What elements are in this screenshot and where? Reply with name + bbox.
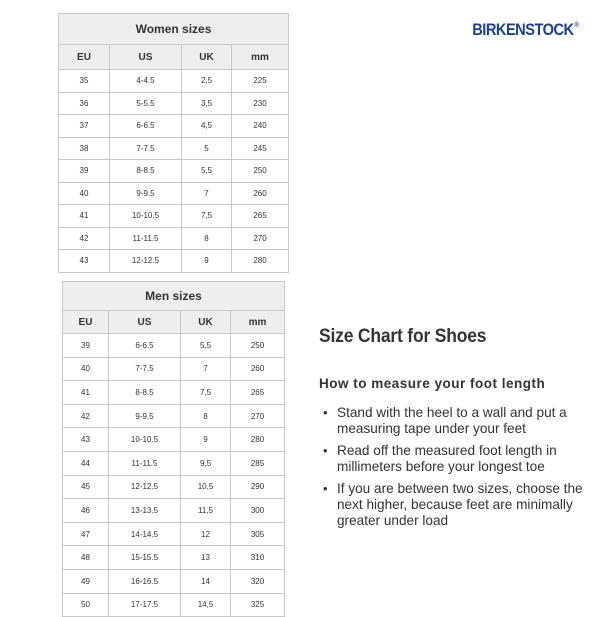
women-table-cell: 280 <box>232 250 289 273</box>
women-table-cell: 5 <box>182 137 232 160</box>
women-table-cell: 3,5 <box>182 92 232 115</box>
women-table-cell: 260 <box>232 182 289 205</box>
men-table-cell: 11,5 <box>181 499 231 523</box>
women-table-cell: 37 <box>59 115 110 138</box>
men-table-cell: 13-13.5 <box>109 499 181 523</box>
instruction-item <box>319 481 594 529</box>
women-table-row <box>59 137 289 160</box>
men-table-cell: 300 <box>231 499 285 523</box>
women-table-cell: 6-6.5 <box>110 115 182 138</box>
women-table-cell: 10-10.5 <box>110 205 182 228</box>
men-column-header: mm <box>231 311 285 334</box>
men-table-cell: 250 <box>231 334 285 358</box>
men-table-cell: 14 <box>181 569 231 593</box>
men-table-cell: 16-16.5 <box>109 569 181 593</box>
men-table-cell: 40 <box>63 357 109 381</box>
women-table-cell: 11-11.5 <box>110 227 182 250</box>
men-table-row <box>63 357 285 381</box>
men-table-cell: 47 <box>63 522 109 546</box>
women-table-cell: 2,5 <box>182 70 232 93</box>
women-table-cell: 225 <box>232 70 289 93</box>
men-table-cell: 10-10.5 <box>109 428 181 452</box>
men-table-cell: 11-11.5 <box>109 451 181 475</box>
instruction-item <box>319 405 594 437</box>
women-table-row <box>59 160 289 183</box>
bullet-icon: • <box>323 443 328 458</box>
men-table-cell: 6-6.5 <box>109 334 181 358</box>
men-table-cell: 265 <box>231 381 285 405</box>
bullet-icon: • <box>323 405 328 420</box>
men-table-cell: 12 <box>181 522 231 546</box>
men-table-cell: 46 <box>63 499 109 523</box>
men-table-row <box>63 451 285 475</box>
women-table-cell: 41 <box>59 205 110 228</box>
men-table-row <box>63 569 285 593</box>
women-table-row <box>59 205 289 228</box>
men-table-row <box>63 475 285 499</box>
men-table-row <box>63 593 285 617</box>
women-table-cell: 40 <box>59 182 110 205</box>
men-table-cell: 280 <box>231 428 285 452</box>
men-table-cell: 14-14.5 <box>109 522 181 546</box>
brand-registered-mark: ® <box>574 21 578 29</box>
women-table-body <box>59 14 289 273</box>
men-table-body <box>63 282 285 617</box>
women-table-cell: 4,5 <box>182 115 232 138</box>
men-table-cell: 7 <box>181 357 231 381</box>
instruction-list <box>319 405 594 529</box>
women-header-row <box>59 45 289 70</box>
women-table-cell: 39 <box>59 160 110 183</box>
women-table-cell: 7-7.5 <box>110 137 182 160</box>
women-table-cell: 42 <box>59 227 110 250</box>
women-column-header: mm <box>232 45 289 70</box>
instruction-text: Stand with the heel to a wall and put a measuring tape under your feet <box>337 405 567 436</box>
women-table-cell: 265 <box>232 205 289 228</box>
brand-name: BIRKENSTOCK <box>471 20 574 39</box>
women-table-cell: 250 <box>232 160 289 183</box>
women-table-row <box>59 250 289 273</box>
women-table-cell: 5-5.5 <box>110 92 182 115</box>
women-table-title: Women sizes <box>59 14 289 45</box>
women-table-cell: 36 <box>59 92 110 115</box>
men-table-cell: 49 <box>63 569 109 593</box>
men-table-row <box>63 334 285 358</box>
men-table-cell: 5,5 <box>181 334 231 358</box>
men-table-cell: 13 <box>181 546 231 570</box>
men-table-cell: 8-8.5 <box>109 381 181 405</box>
women-column-header: US <box>110 45 182 70</box>
info-subtitle: How to measure your foot length <box>319 376 546 391</box>
men-table-cell: 39 <box>63 334 109 358</box>
men-table-cell: 7-7.5 <box>109 357 181 381</box>
men-column-header: EU <box>63 311 109 334</box>
men-header-row <box>63 311 285 334</box>
women-table-cell: 8-8.5 <box>110 160 182 183</box>
men-table-row <box>63 546 285 570</box>
men-table-cell: 7,5 <box>181 381 231 405</box>
women-table-cell: 270 <box>232 227 289 250</box>
men-table-cell: 9-9.5 <box>109 404 181 428</box>
measure-info-section <box>319 326 594 535</box>
men-table-cell: 260 <box>231 357 285 381</box>
women-column-header: UK <box>182 45 232 70</box>
men-table-row <box>63 522 285 546</box>
instruction-text: Read off the measured foot length in millimeters before your longest toe <box>337 443 557 474</box>
men-size-table <box>62 281 285 617</box>
women-table-cell: 7,5 <box>182 205 232 228</box>
info-title: Size Chart for Shoes <box>319 326 487 347</box>
women-size-table <box>58 13 289 273</box>
men-table-cell: 10,5 <box>181 475 231 499</box>
women-table-cell: 9-9.5 <box>110 182 182 205</box>
men-table-cell: 8 <box>181 404 231 428</box>
men-table-cell: 12-12.5 <box>109 475 181 499</box>
women-table-row <box>59 115 289 138</box>
men-table-cell: 325 <box>231 593 285 617</box>
women-table-cell: 245 <box>232 137 289 160</box>
men-table-cell: 320 <box>231 569 285 593</box>
men-column-header: UK <box>181 311 231 334</box>
men-table-cell: 41 <box>63 381 109 405</box>
men-table-cell: 305 <box>231 522 285 546</box>
women-table-row <box>59 182 289 205</box>
men-title-row <box>63 282 285 311</box>
women-column-header: EU <box>59 45 110 70</box>
women-title-row <box>59 14 289 45</box>
men-table-cell: 290 <box>231 475 285 499</box>
men-table-cell: 15-15.5 <box>109 546 181 570</box>
men-column-header: US <box>109 311 181 334</box>
men-table-row <box>63 404 285 428</box>
men-table-cell: 285 <box>231 451 285 475</box>
bullet-icon: • <box>323 481 328 496</box>
women-table-cell: 8 <box>182 227 232 250</box>
women-table-row <box>59 70 289 93</box>
men-table-cell: 310 <box>231 546 285 570</box>
men-table-row <box>63 499 285 523</box>
women-table-row <box>59 92 289 115</box>
women-table-cell: 4-4.5 <box>110 70 182 93</box>
women-table-row <box>59 227 289 250</box>
women-table-cell: 38 <box>59 137 110 160</box>
men-table-title: Men sizes <box>63 282 285 311</box>
men-table-cell: 270 <box>231 404 285 428</box>
women-table-cell: 9 <box>182 250 232 273</box>
women-table-cell: 230 <box>232 92 289 115</box>
men-table-cell: 50 <box>63 593 109 617</box>
instruction-text: If you are between two sizes, choose the next higher, because feet are minimally greater under load <box>337 481 583 528</box>
men-table-row <box>63 381 285 405</box>
men-table-cell: 17-17.5 <box>109 593 181 617</box>
women-table-cell: 12-12.5 <box>110 250 182 273</box>
women-table-cell: 43 <box>59 250 110 273</box>
men-table-cell: 9 <box>181 428 231 452</box>
men-table-cell: 9,5 <box>181 451 231 475</box>
instruction-item <box>319 443 594 475</box>
women-table-cell: 5,5 <box>182 160 232 183</box>
brand-logo <box>472 19 578 41</box>
men-table-cell: 44 <box>63 451 109 475</box>
men-table-cell: 14,5 <box>181 593 231 617</box>
men-table-cell: 43 <box>63 428 109 452</box>
men-table-cell: 45 <box>63 475 109 499</box>
men-table-cell: 48 <box>63 546 109 570</box>
women-table-cell: 35 <box>59 70 110 93</box>
men-table-cell: 42 <box>63 404 109 428</box>
women-table-cell: 240 <box>232 115 289 138</box>
women-table-cell: 7 <box>182 182 232 205</box>
men-table-row <box>63 428 285 452</box>
